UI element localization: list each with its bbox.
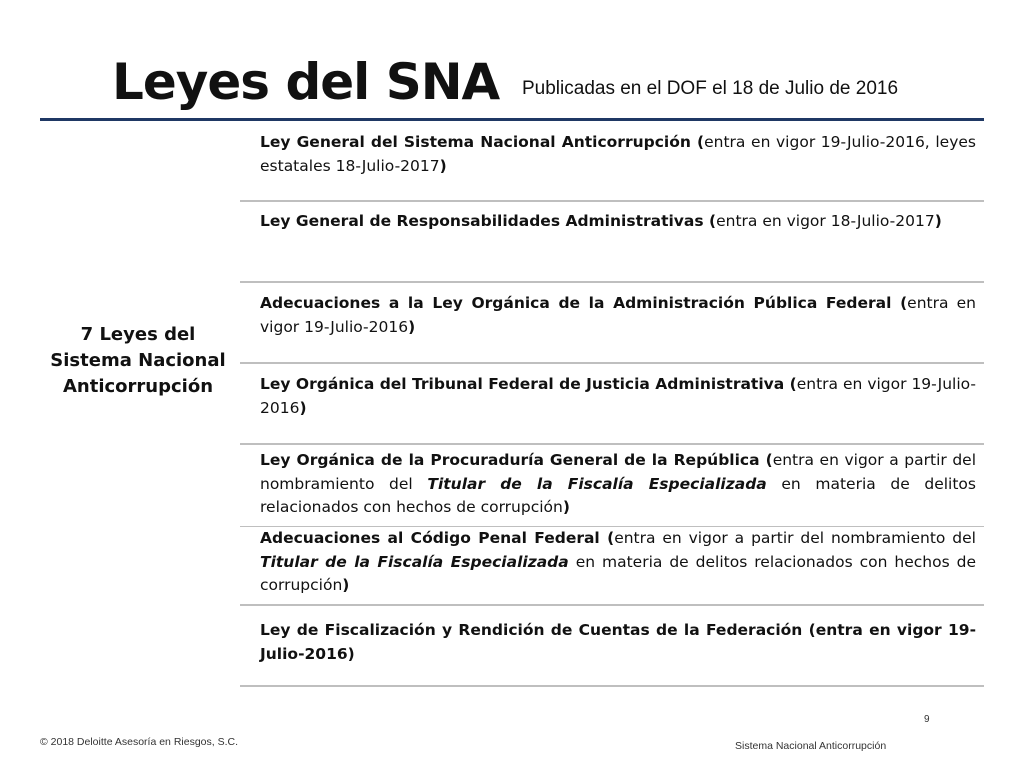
paren-open: ( <box>891 294 908 312</box>
paren-open: ( <box>703 212 717 230</box>
law-note: entra en vigor 19-Julio-2016 <box>260 375 976 417</box>
law-note: entra en vigor 19-Julio-2016, leyes estatales 18-Julio-2017 <box>260 133 976 175</box>
page-number: 9 <box>924 714 930 725</box>
law-row-2 <box>240 203 984 283</box>
footer-topic: Sistema Nacional Anticorrupción <box>735 740 887 752</box>
paren-close: ) <box>299 398 307 417</box>
slide-title: Leyes del SNA <box>112 53 500 111</box>
law-note: entra en vigor 18-Julio-2017 <box>716 212 935 230</box>
law-text <box>260 619 976 666</box>
law-name: Ley Orgánica del Tribunal Federal de Justicia Administrativa <box>260 375 785 393</box>
law-row-1 <box>240 126 984 202</box>
title-divider <box>40 118 984 121</box>
law-name: Ley General del Sistema Nacional Anticorrupción <box>260 133 691 151</box>
law-text <box>260 449 976 520</box>
paren-close: ) <box>934 212 942 230</box>
law-text <box>260 292 976 339</box>
law-note: entra en vigor 19-Julio-2016 <box>260 294 976 336</box>
law-text <box>260 210 976 234</box>
paren-close: ) <box>562 498 570 516</box>
law-row-7 <box>240 607 984 687</box>
law-name: Ley General de Responsabilidades Administrativas <box>260 212 704 230</box>
paren-close: ) <box>342 576 350 594</box>
paren-open: ( <box>690 133 705 151</box>
law-name: Ley de Fiscalización y Rendición de Cuentas de la Federación (entra en vigor 19-Julio-2016) <box>260 621 976 663</box>
law-note-emphasis: Titular de la Fiscalía Especializada <box>260 552 569 571</box>
law-row-4 <box>240 365 984 445</box>
paren-open: ( <box>759 451 773 469</box>
law-note-after: en materia de delitos relacionados con hechos de corrupción <box>260 552 976 594</box>
law-row-5 <box>240 446 984 526</box>
law-note-emphasis: Titular de la Fiscalía Especializada <box>427 474 767 493</box>
law-note-before: entra en vigor a partir del nombramiento del <box>260 451 976 493</box>
paren-open: ( <box>599 529 615 547</box>
law-text <box>260 131 976 178</box>
law-note-before: entra en vigor a partir del nombramiento del <box>614 529 976 547</box>
group-label: 7 Leyes del Sistema Nacional Anticorrupción <box>50 324 226 397</box>
slide-subtitle: Publicadas en el DOF el 18 de Julio de 2016 <box>522 78 899 99</box>
law-row-3 <box>240 284 984 364</box>
law-name: Adecuaciones al Código Penal Federal <box>260 529 600 547</box>
law-row-6 <box>240 526 984 606</box>
law-name: Ley Orgánica de la Procuraduría General de la República <box>260 451 760 469</box>
paren-close: ) <box>408 317 416 336</box>
law-name: Adecuaciones a la Ley Orgánica de la Administración Pública Federal <box>260 294 892 312</box>
paren-open: ( <box>784 375 797 393</box>
paren-close: ) <box>439 156 447 175</box>
law-note-after: en materia de delitos relacionados con hechos de corrupción <box>260 474 976 516</box>
law-text <box>260 373 976 420</box>
footer-copyright: © 2018 Deloitte Asesoría en Riesgos, S.C. <box>40 736 239 748</box>
law-text <box>260 527 976 598</box>
